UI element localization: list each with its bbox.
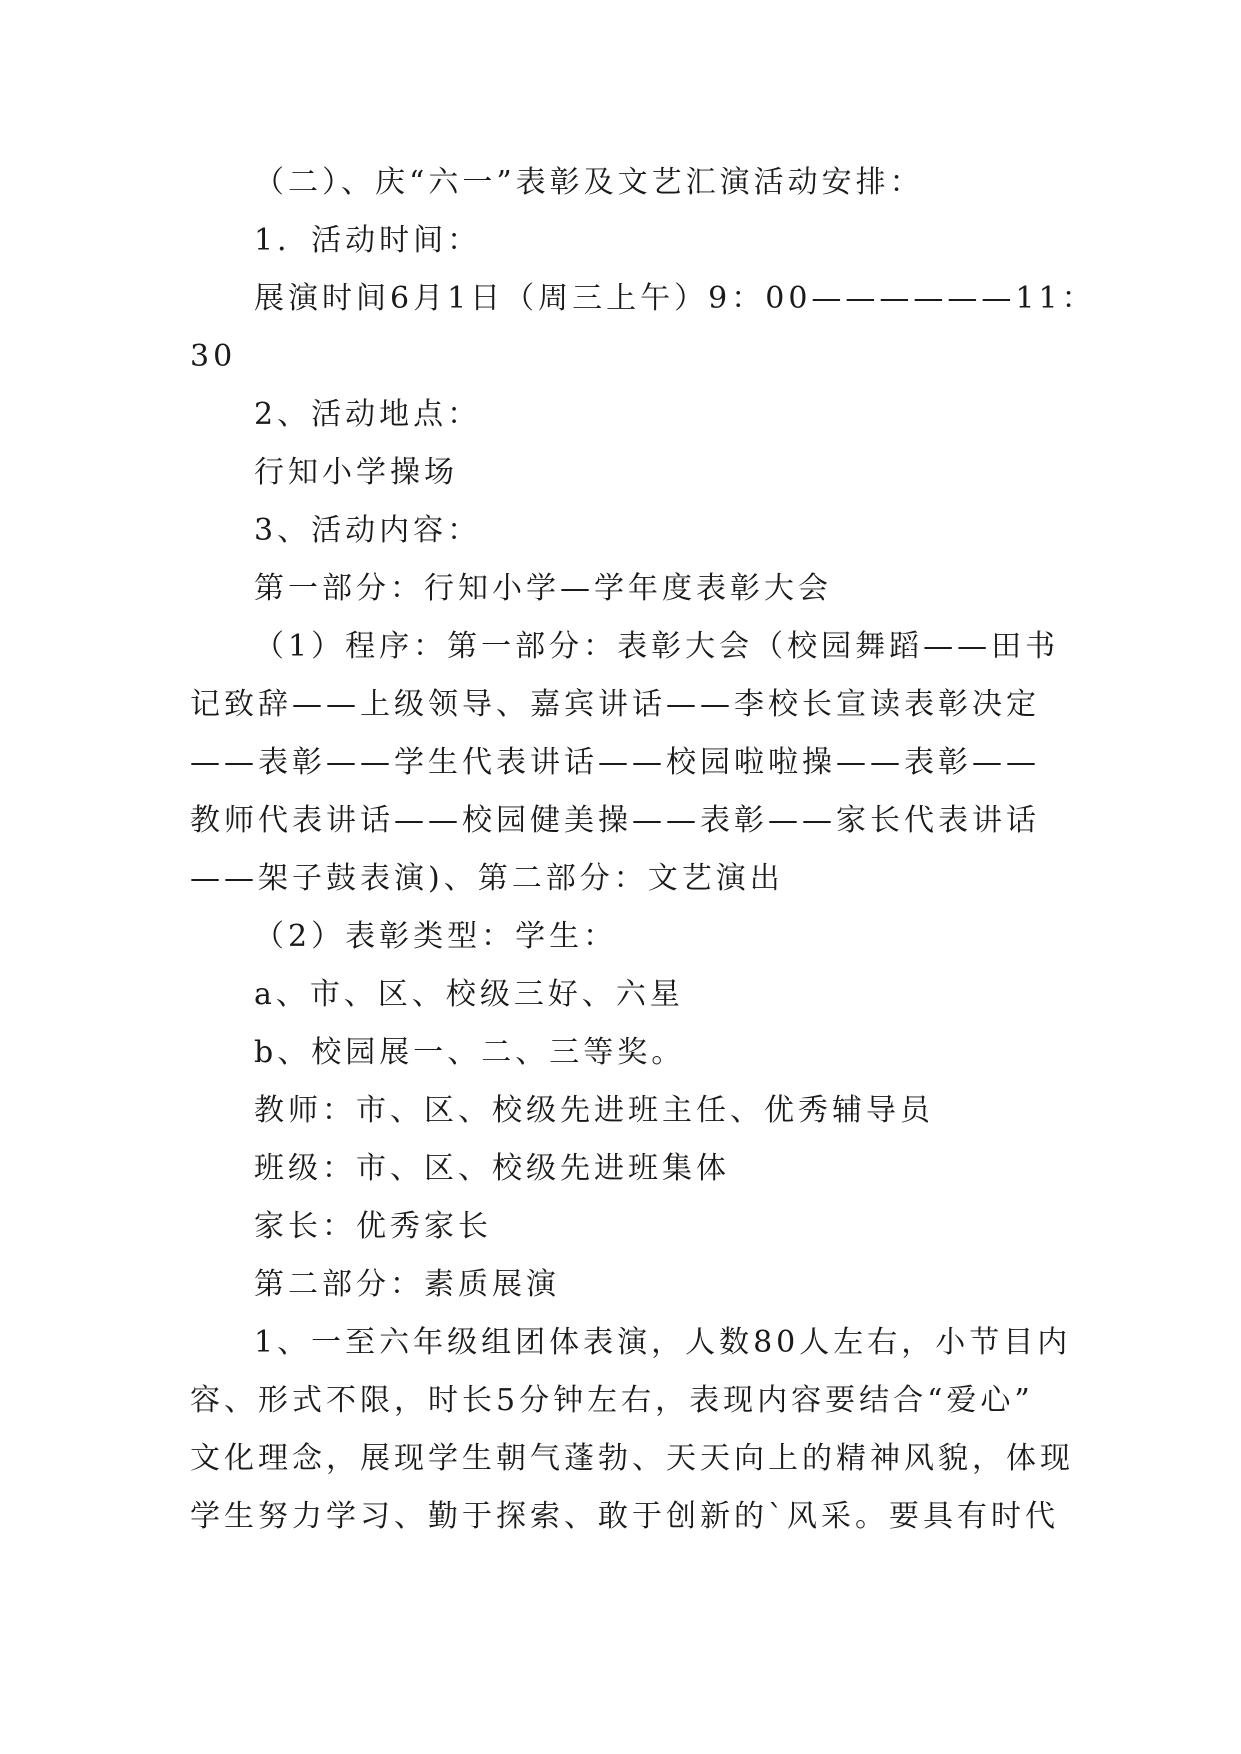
activity-content-heading: 3、活动内容：	[254, 513, 482, 548]
performance-paragraph-line: 学生努力学习、勤于探索、敢于创新的`风采。要具有时代	[190, 1499, 1059, 1534]
procedure-line: ——表彰——学生代表讲话——校园啦啦操——表彰——	[190, 745, 1040, 780]
procedure-line: ——架子鼓表演)、第二部分：文艺演出	[190, 861, 784, 896]
award-type-item: 家长：优秀家长	[254, 1209, 492, 1244]
document-body	[190, 154, 1096, 1546]
part-two-heading: 第二部分：素质展演	[254, 1267, 560, 1302]
activity-location-heading: 2、活动地点：	[254, 397, 482, 432]
activity-time-continuation: 30	[190, 339, 237, 374]
section-heading: （二）、庆“六一”表彰及文艺汇演活动安排：	[254, 165, 924, 200]
performance-paragraph-line: 1、一至六年级组团体表演，人数80人左右，小节目内	[254, 1325, 1072, 1360]
activity-location-line: 行知小学操场	[254, 455, 458, 490]
procedure-line: （1）程序：第一部分：表彰大会（校园舞蹈——田书	[254, 629, 1060, 664]
procedure-line: 教师代表讲话——校园健美操——表彰——家长代表讲话	[190, 803, 1040, 838]
award-type-item: a、市、区、校级三好、六星	[254, 977, 684, 1012]
award-type-item: b、校园展一、二、三等奖。	[254, 1035, 686, 1070]
activity-time-heading: 1．活动时间：	[254, 223, 482, 258]
performance-paragraph-line: 文化理念，展现学生朝气蓬勃、天天向上的精神风貌，体现	[190, 1441, 1074, 1476]
award-type-item: 教师：市、区、校级先进班主任、优秀辅导员	[254, 1093, 934, 1128]
performance-paragraph-line: 容、形式不限，时长5分钟左右，表现内容要结合“爱心”	[190, 1383, 1034, 1418]
award-types-heading: （2）表彰类型：学生：	[254, 919, 618, 954]
procedure-line: 记致辞——上级领导、嘉宾讲话——李校长宣读表彰决定	[190, 687, 1040, 722]
award-type-item: 班级：市、区、校级先进班集体	[254, 1151, 730, 1186]
activity-time-line: 展演时间6月1日（周三上午）9：00——————11：	[254, 281, 1096, 316]
part-one-heading: 第一部分：行知小学—学年度表彰大会	[254, 571, 832, 606]
